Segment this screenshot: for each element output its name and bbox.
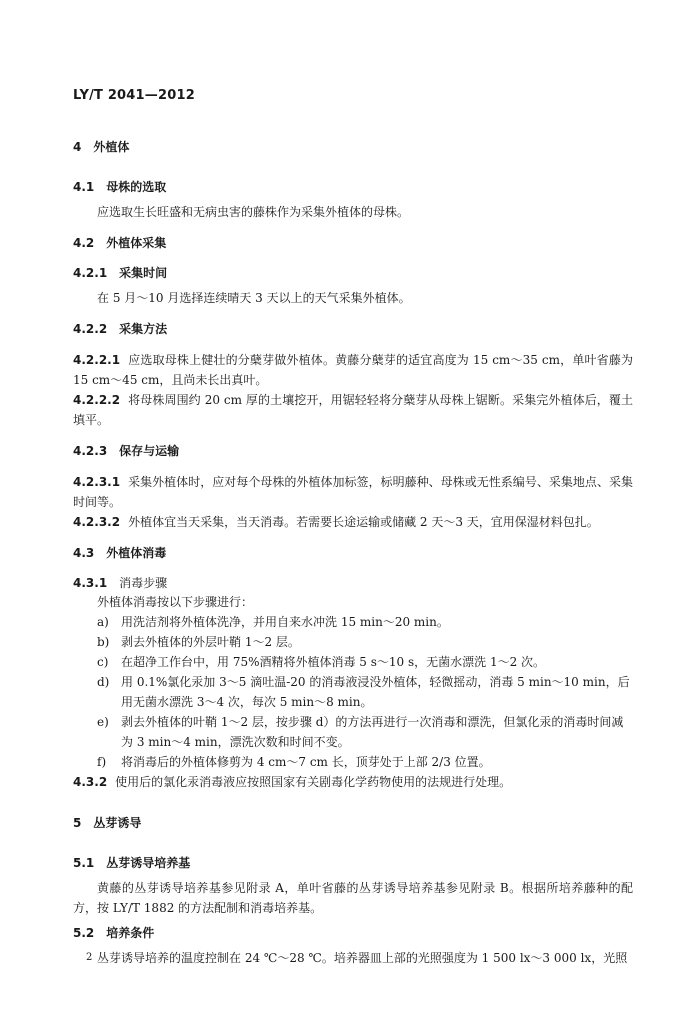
list-item: a) 用洗洁剂将外植体洗净，并用自来水冲洗 15 min～20 min。 [97,615,449,629]
heading-5: 5 丛芽诱导 [73,816,142,830]
clause-4-2-2-1: 4.2.2.1 应选取母株上健壮的分蘖芽做外植体。黄藤分蘖芽的适宜高度为 15 cm～35 cm，单叶省藤为 15 cm～45 cm，且尚未长出真叶。 [73,353,633,387]
heading-5-1: 5.1 丛芽诱导培养基 [73,856,191,870]
heading-4-3: 4.3 外植体消毒 [73,546,167,560]
steps-intro: 外植体消毒按以下步骤进行： [97,595,254,609]
heading-4-2-1: 4.2.1 采集时间 [73,266,168,280]
heading-4-3-1: 4.3.1 消毒步骤 [73,576,168,590]
heading-4-2-2: 4.2.2 采集方法 [73,322,168,336]
heading-4-2: 4.2 外植体采集 [73,236,167,250]
clause-4-2-3-1: 4.2.3.1 采集外植体时，应对每个母株的外植体加标签，标明藤种、母株或无性系编号、采集地点、采集时间等。 [73,475,633,509]
heading-4-1: 4.1 母株的选取 [73,180,167,194]
paragraph-4-1: 应选取生长旺盛和无病虫害的藤株作为采集外植体的母株。 [97,205,410,219]
document-body [73,138,633,968]
standard-code: LY/T 2041—2012 [73,88,195,103]
list-item: c) 在超净工作台中，用 75%酒精将外植体消毒 5 s～10 s，无菌水漂洗 1～2 次。 [97,655,546,669]
page-number: 2 [86,952,93,963]
paragraph-5-2: 丛芽诱导培养的温度控制在 24 ℃～28 ℃。培养器皿上部的光照强度为 1 500 lx～3 000 lx，光照 [97,951,628,965]
heading-4: 4 外植体 [73,140,130,154]
list-item: b) 剥去外植体的外层叶鞘 1～2 层。 [97,635,300,649]
list-item: f) 将消毒后的外植体修剪为 4 cm～7 cm 长，顶芽处于上部 2/3 位置。 [97,755,491,769]
clause-4-2-3-2: 4.2.3.2 外植体宜当天采集，当天消毒。若需要长途运输或储藏 2 天～3 天，宜用保湿材料包扎。 [73,515,599,529]
paragraph-5-1: 黄藤的丛芽诱导培养基参见附录 A，单叶省藤的丛芽诱导培养基参见附录 B。根据所培养藤种的配方，按 LY/T 1882 的方法配制和消毒培养基。 [73,881,633,915]
clause-4-2-2-2: 4.2.2.2 将母株周围约 20 cm 厚的土壤挖开，用锯轻轻将分蘖芽从母株上锯断。采集完外植体后，覆土填平。 [73,393,633,427]
heading-4-2-3: 4.2.3 保存与运输 [73,444,180,458]
list-item: e) 剥去外植体的叶鞘 1～2 层，按步骤 d）的方法再进行一次消毒和漂洗，但氯化汞的消毒时间减为 3 min～4 min，漂洗次数和时间不变。 [97,715,624,749]
clause-4-3-2: 4.3.2 使用后的氯化汞消毒液应按照国家有关剧毒化学药物使用的法规进行处理。 [73,775,512,789]
paragraph-4-2-1: 在 5 月～10 月选择连续晴天 3 天以上的天气采集外植体。 [97,291,411,305]
heading-5-2: 5.2 培养条件 [73,926,155,940]
list-item: d) 用 0.1%氯化汞加 3～5 滴吐温-20 的消毒液浸没外植体，轻微摇动，消毒 5 min～10 min，后用无菌水漂洗 3～4 次，每次 5 min～8 min。 [97,675,630,709]
